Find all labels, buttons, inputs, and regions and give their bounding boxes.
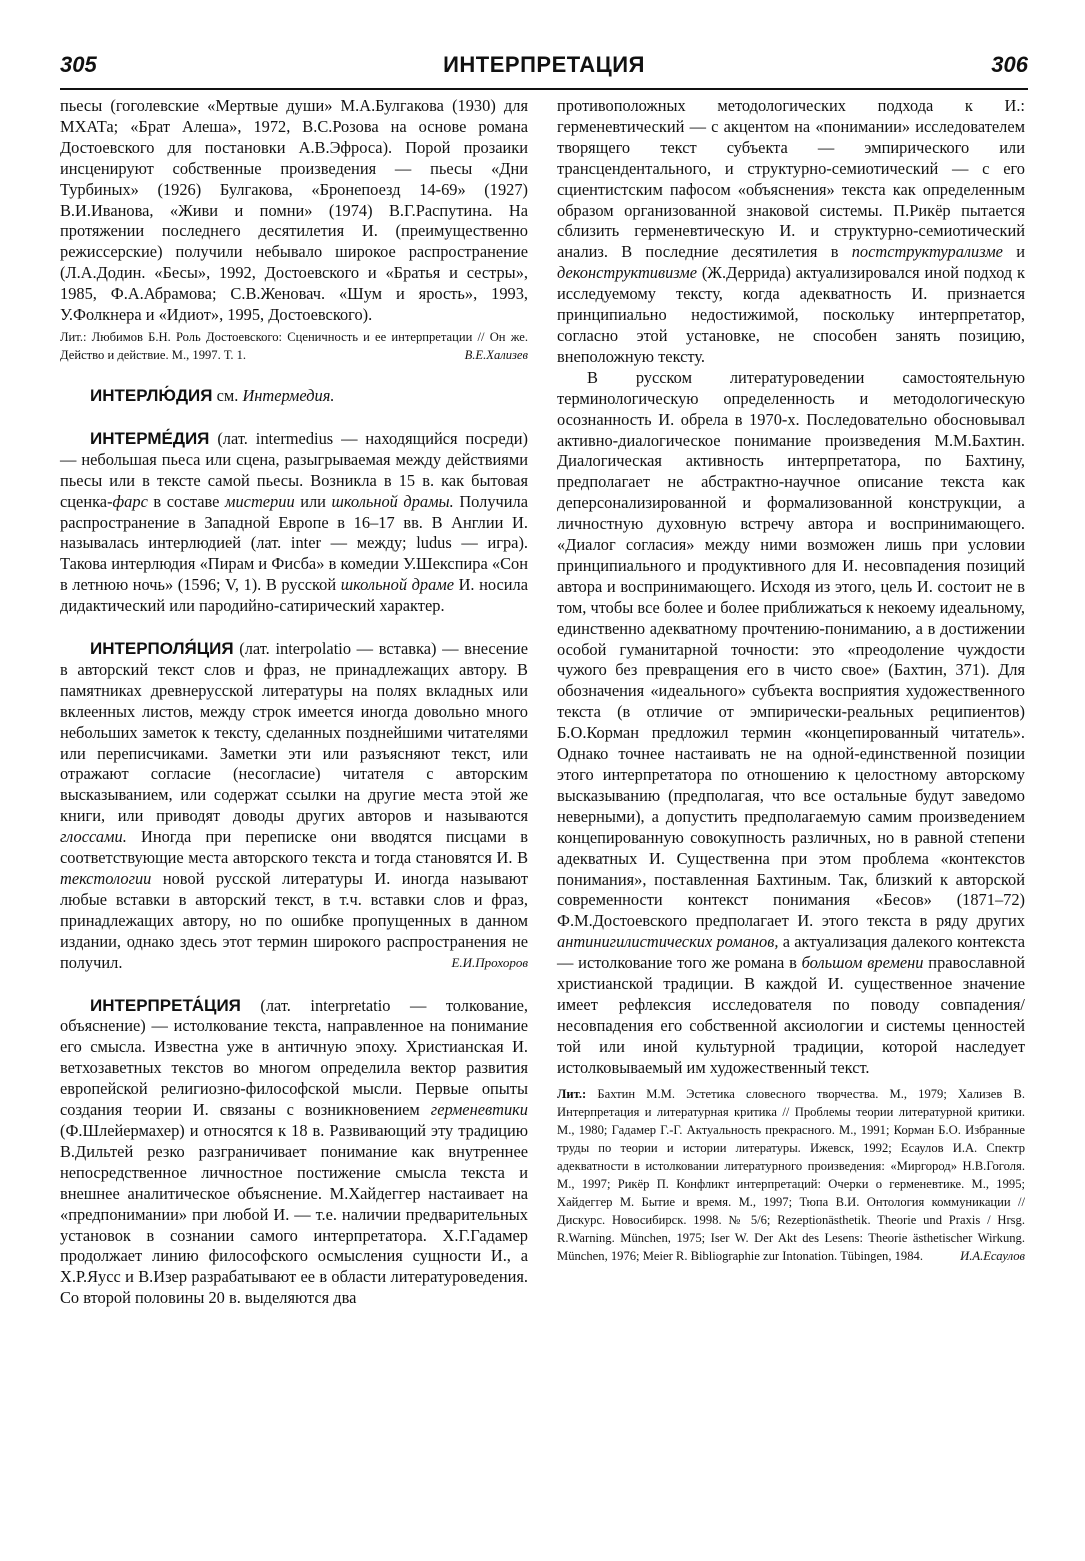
italic-term: антинигилистических романов, — [557, 932, 779, 952]
page-number-left: 305 — [60, 52, 97, 77]
text-span: и — [1002, 242, 1025, 262]
text-span: в составе — [147, 491, 226, 511]
text-span: (лат. intermedius — находящийся посреди) — небольшая пьеса или сцена, разыгрываемая между действиями пьесы или в тексте самой пьесы. Возникла в 15 в. как бытовая сценка- — [60, 428, 528, 511]
text-span: (лат. interpretatio — толкование, объяснение) — истолкование текста, направленное на понимание его смысла. Известна уже в античную эпоху. Христианская И. ветхозаветных текстов во многом определила вектор развития европейской религиозно-философской мысли. Первые опыты создания теории И. связаны с возникновением — [60, 995, 528, 1120]
text-span: православной христианской традиции. В каждой И. существенное значение имеет рефлексия исследователя по поводу совпадения/несовпадения его собственной аксиологии и системы ценностей той или иной культурной традиции, которой наследует истолковываемый им художественный текст. — [557, 953, 1025, 1077]
entry-intermedia — [60, 429, 528, 617]
italic-term: школьной драме — [340, 575, 455, 595]
italic-term: фарс — [112, 491, 148, 511]
headword-intermedia: ИНТЕРМЕ́ДИЯ — [90, 428, 210, 448]
running-title: ИНТЕРПРЕТАЦИЯ — [443, 52, 645, 77]
interpretation-signature: И.А.Есаулов — [960, 1248, 1025, 1263]
entry-interpretation — [60, 996, 528, 1310]
italic-term: школьной драмы. — [331, 491, 454, 511]
cross-reference: Интермедия. — [242, 385, 335, 405]
text-span: Иногда при переписке они вводятся писцами в соответствующие места авторского текста и тогда становятся И. В — [60, 827, 528, 868]
right-column — [557, 96, 1025, 1265]
text-span: а актуализация далекого контекста — истолкование того же романа в — [557, 932, 1025, 973]
right-paragraph-2 — [557, 368, 1025, 1079]
text-span: (Ж.Деррида) актуализировался иной подход к исследуемому тексту, когда адекватность И. признается принципиально недостижимой, поскольку интерпретатор, согласно этой установке, не способен занять позицию, внеположную тексту. — [557, 263, 1025, 366]
entry-interpolation — [60, 639, 528, 974]
entry-interludia — [60, 386, 528, 407]
headword-interludia: ИНТЕРЛЮ́ДИЯ — [90, 385, 213, 405]
text-span: новой русской литературы И. иногда называют любые вставки в авторский текст, в т.ч. вставки слов и фраз, принадлежащих автору, но по ошибке пропущенных в данном издании, однако здесь этот термин широкого распространения не получил. — [60, 869, 528, 972]
right-paragraph-1 — [557, 96, 1025, 368]
entry-interpretation-text — [60, 996, 528, 1310]
interpolation-signature: Е.И.Прохоров — [451, 954, 528, 970]
headword-interpolation: ИНТЕРПОЛЯ́ЦИЯ — [90, 639, 234, 659]
italic-term: постструктурализме — [851, 242, 1003, 262]
text-span: (лат. interpolatio — вставка) — внесение в авторский текст слов и фраз, не принадлежащих автору. В памятниках древнерусской литературы на полях вкладных или вклеенных листов, между строк имеется иногда довольно много небольших заметок к тексту, сделанных позднейшими читателями или переписчиками. Заметки эти или разъясняют текст, или отражают согласие (несогласие) читателя с авторским высказыванием, или содержат ссылки на другие места этой же книги, или приводят доводы других авторов и называются — [60, 639, 528, 826]
entry-interpolation-text — [60, 639, 528, 974]
literature-text: Бахтин М.М. Эстетика словесного творчества. М., 1979; Хализев В. Интерпретация и литературная критика // Проблемы теории литературной критики. М., 1980; Гадамер Г.-Г. Актуальность прекрасного. М., 1991; Корман Б.О. Избранные труды по теории и истории литературы. Ижевск, 1992; Есаулов И.А. Спектр адекватности в истолковании литературного произведения: «Миргород» Н.В.Гоголя. М., 1997; Рикёр П. Конфликт интерпретаций: Очерки о герменевтике. М., 1995; Хайдеггер М. Бытие и время. М., 1997; Тюпа В.И. Онтология коммуникации // Дискурс. Новосибирск. 1998. № 5/6; Rezeptionästhetik. Theorie und Praxis / Hrsg. R.Warning. München, 1975; Iser W. Der Akt des Lesens: Theorie ästhetischer Wirkung. München, 1976; Meier R. Bibliographie zur Intonation. Tübingen, 1984. — [557, 1086, 1025, 1263]
page-header — [60, 52, 1028, 90]
interpretation-literature — [557, 1085, 1025, 1265]
page-number-right: 306 — [991, 52, 1028, 77]
text-span: противоположных методологических подхода к И.: герменевтический — с акцентом на «понимании» исследователем творящего текст субъекта — эмпирического или трансцендентального, и структурно-семиотический — с его сциентистским пафосом «объяснения» текста как определенным образом организованной знаковой системы. П.Рикёр пытается сблизить герменевтическую И. и структурно-семиотический анализ. В последние десятилетия в — [557, 96, 1025, 262]
continued-signature: В.Е.Хализев — [464, 347, 528, 362]
italic-term: глоссами. — [60, 827, 127, 847]
headword-interpretation: ИНТЕРПРЕТА́ЦИЯ — [90, 995, 241, 1015]
text-span: (Ф.Шлейермахер) и относятся к 18 в. Развивающий эту традицию В.Дильтей резко разграничивает понимание как внутреннее непосредственное личностное постижение смысла текста и внешнее аналитическое объяснение. М.Хайдеггер настаивает на «предпонимании» при любой И. — т.е. наличии предварительных установок в сознании самого интерпретатора. Х.Г.Гадамер продолжает линию философского осмысления сущности И., а Х.Р.Яусс и В.Изер разрабатывают ее в области литературоведения. Со второй половины 20 в. выделяются два — [60, 1120, 528, 1308]
italic-term: большом времени — [801, 953, 924, 973]
text-span: Получила распространение в Западной Европе в 16–17 вв. В Англии И. называлась интерлюдией (лат. inter — между; ludus — игра). Такова интерлюдия «Пирам и Фисба» в комедии У.Шекспира «Сон в летнюю ночь» (1596; V, 1). В русской — [60, 491, 528, 595]
entry-intermedia-text — [60, 429, 528, 617]
italic-term: герменевтики — [430, 1100, 528, 1120]
continued-literature — [60, 328, 528, 364]
continued-text: пьесы (гоголевские «Мертвые души» М.А.Булгакова (1930) для МХАТа; «Брат Алеша», 1972, В.С.Розова на основе романа Достоевского для постановки А.В.Эфроса). Порой прозаики инсценируют собственные произведения — пьесы «Дни Турбиных» (1926) Булгакова, «Бронепоезд 14-69» (1927) В.И.Иванова, «Живи и помни» (1974) В.Г.Распутина. На протяжении последнего десятилетия И. (преимущественно режиссерские) получили небывало широкое распространение (Л.А.Додин. «Бесы», 1992, Достоевского и «Братья и сестры», 1985, Ф.А.Абрамова; С.В.Женовач. «Шум и ярость», 1993, У.Фолкнера и «Идиот», 1995, Достоевского). — [60, 96, 528, 325]
continued-literature-text: Лит.: Любимов Б.Н. Роль Достоевского: Сценичность и ее интерпретации // Он же. Действо и действие. М., 1997. Т. 1. — [60, 329, 528, 362]
left-column — [60, 96, 528, 1309]
text-span: И. носила дидактический или пародийно-сатирический характер. — [60, 575, 528, 616]
text-span: В русском литературоведении самостоятельную терминологическую определенность и методологическую осознанность И. обрела в 1970-х. Последовательно обосновывал активно-диалогическое понимание произведения М.М.Бахтин. Диалогическая активность интерпретатора, по Бахтину, предполагает не абстрактно-научное описание текста как деперсонализированной и формализованной конструкции, а личностную духовную встречу автора и воспринимающего. «Диалог согласия» между ними возможен лишь при условии принципиального и продуктивного для И. несовпадения позиций автора и воспринимающего. Исходя из этого, цель И. состоит не в том, чтобы все более и более приближаться к некоему идеальному, единственно адекватному прочтению-пониманию, а в достижении особой гуманитарной точности: это «преодоление чуждости чужого без превращения его в чисто свое» (Бахтин, 371). Для обозначения «идеального» субъекта восприятия художественного текста (в отличие от эмпирически-реальных реципиентов) Б.О.Корман предложил термин «концепированный читатель». Однако точнее настаивать не на одной-единственной позиции этого интерпретатора по отношению к целостному авторскому высказыванию (предполагая, что все остальные будут заведомо неверными), а допустить предполагаемую самим произведением концепированную совокупность различных, но в равной степени адекватных И. Существенна при этом проблема «контекстов понимания», поставленная Бахтиным. Так, близкий к авторской современности контекст понимания «Бесов» (1871–72) Ф.М.Достоевского предполагает И. этого текста в ряду других — [557, 367, 1025, 931]
italic-term: текстологии — [60, 869, 152, 888]
text-span: или — [294, 491, 332, 511]
italic-term: деконструктивизме — [557, 263, 698, 283]
entry-interludia-text — [60, 386, 528, 407]
see-label: см. — [216, 385, 239, 405]
literature-label: Лит.: — [557, 1086, 587, 1101]
italic-term: мистерии — [225, 491, 295, 511]
